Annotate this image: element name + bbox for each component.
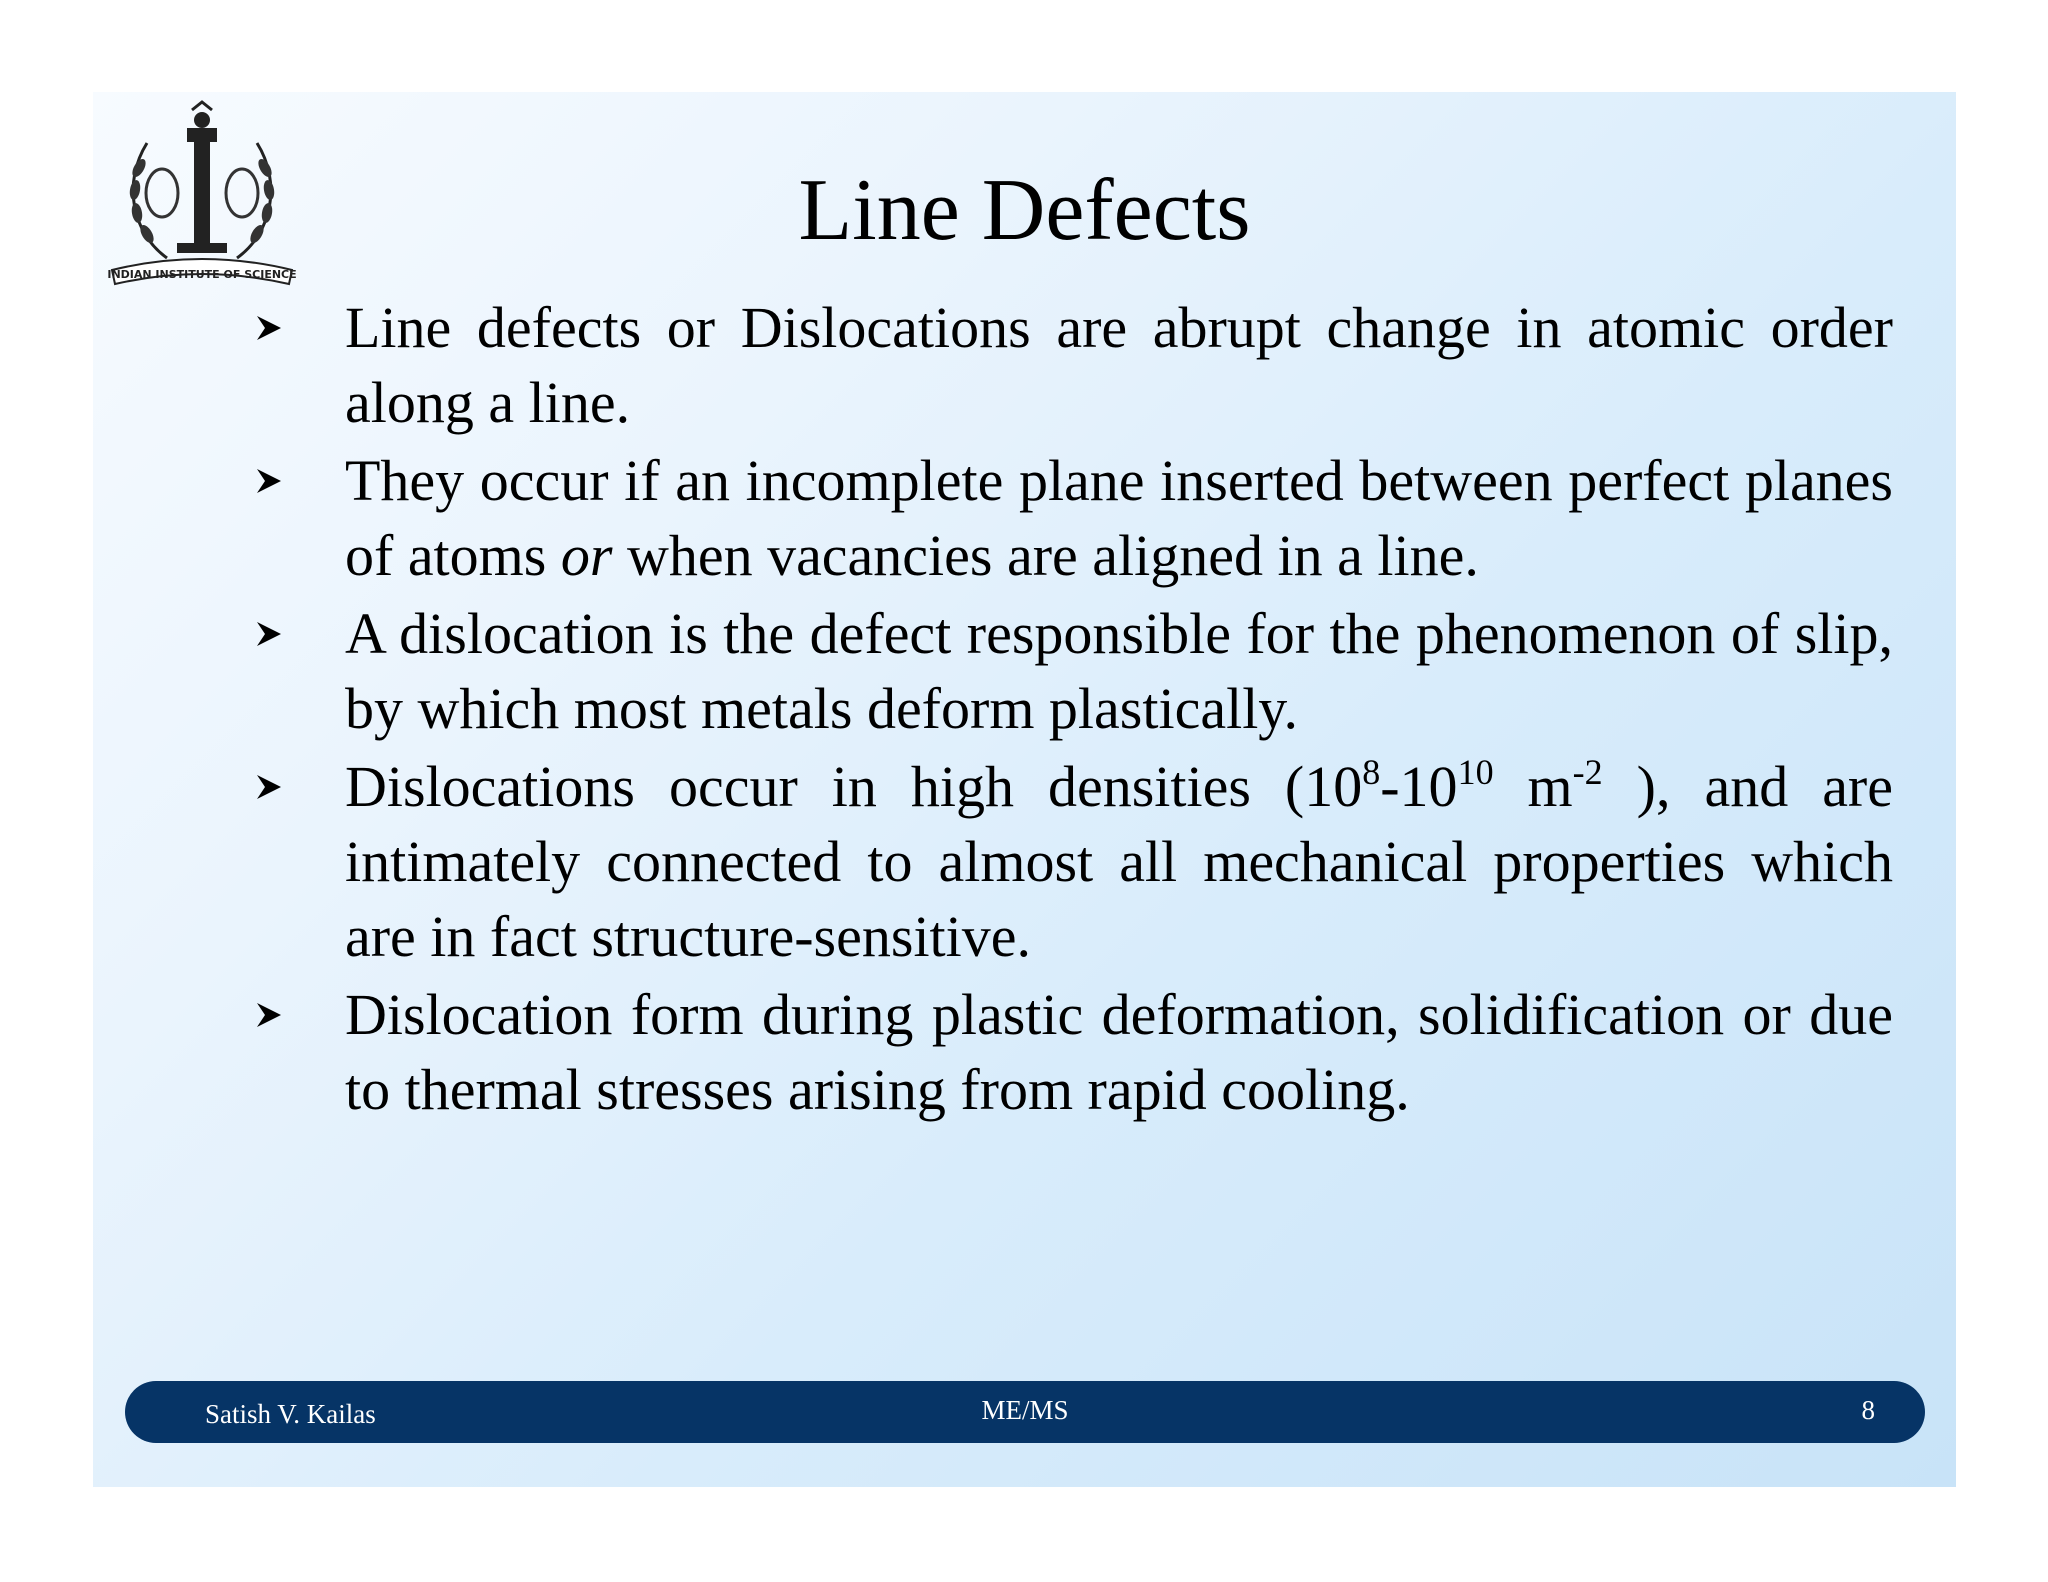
bullet-text: Dislocations occur in high densities (10 [345, 754, 1363, 819]
superscript: 10 [1457, 752, 1494, 792]
footer-bar [125, 1381, 1925, 1443]
bullet-text: ), and are intimately connected to almost all mechanical properties which are in fact structure-sensitive. [345, 754, 1893, 969]
bullet-text: Dislocation form during plastic deformation, solidification or due to thermal stresses arising from rapid cooling. [345, 982, 1893, 1122]
bullet-text: Line defects or Dislocations are abrupt change in atomic order along a line. [345, 295, 1893, 435]
arrowhead-bullet-icon [253, 999, 285, 1031]
bullet-text: m [1493, 754, 1573, 819]
bullet-list [253, 290, 1893, 1130]
bullet-text: when vacancies are aligned in a line. [612, 523, 1479, 588]
slide [93, 92, 1956, 1487]
page-number: 8 [1861, 1395, 1875, 1425]
bullet-item [253, 749, 1893, 974]
bullet-item [253, 977, 1893, 1127]
footer-author: Satish V. Kailas [205, 1399, 376, 1429]
arrowhead-bullet-icon [253, 312, 285, 344]
bullet-text-italic: or [560, 523, 613, 588]
bullet-text: A dislocation is the defect responsible for the phenomenon of slip, by which most metals deform plastically. [345, 601, 1893, 741]
bullet-text: They occur if an incomplete plane inserted between perfect planes of atoms [345, 448, 1893, 588]
slide-title: Line Defects [798, 162, 1251, 259]
footer-course: ME/MS [981, 1395, 1069, 1425]
arrowhead-bullet-icon [253, 771, 285, 803]
superscript: 8 [1362, 752, 1381, 792]
bullet-item [253, 443, 1893, 593]
bullet-item [253, 290, 1893, 440]
arrowhead-bullet-icon [253, 618, 285, 650]
superscript: -2 [1572, 752, 1603, 792]
bullet-item [253, 596, 1893, 746]
bullet-text: -10 [1380, 754, 1458, 819]
logo-banner-text: INDIAN INSTITUTE OF SCIENCE [107, 268, 297, 281]
arrowhead-bullet-icon [253, 465, 285, 497]
